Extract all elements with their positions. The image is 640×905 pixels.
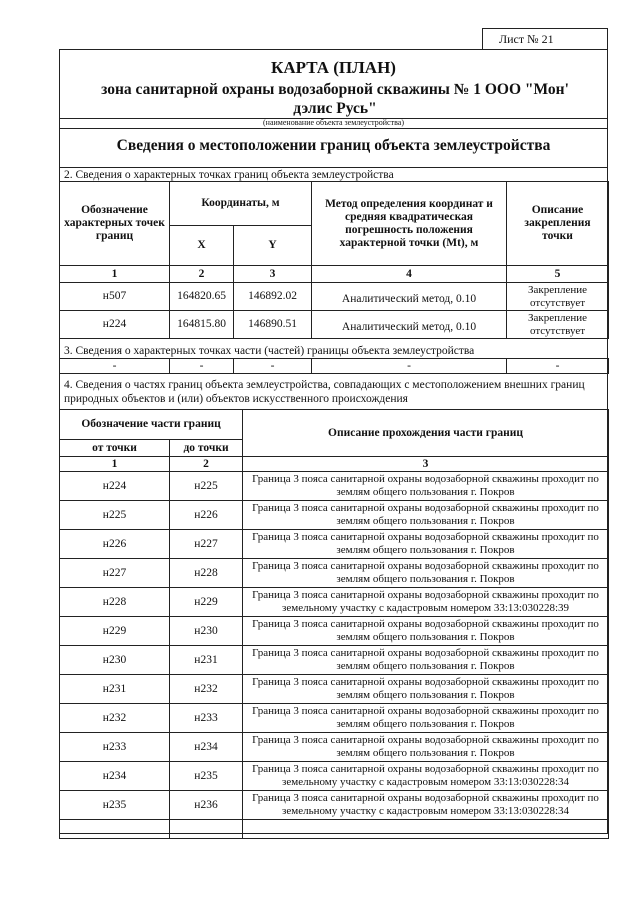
table-row: [60, 762, 609, 791]
from-point: н230: [60, 646, 170, 675]
section2-label: 2. Сведения о характерных точках границ объекта землеустройства: [64, 169, 394, 181]
table-row-empty: [60, 820, 609, 839]
boundary-description: Граница 3 пояса санитарной охраны водозаборной скважины проходит по земельному участку с кадастровым номером 33:13:030228:39: [243, 588, 609, 617]
table-row: [60, 791, 609, 820]
empty-cell: -: [507, 359, 609, 374]
divider: [59, 167, 608, 168]
header-part-description: Описание прохождения части границ: [243, 410, 609, 457]
header-y: Y: [234, 226, 312, 266]
to-point: н236: [170, 791, 243, 820]
header-method: Метод определения координат и средняя квадратическая погрешность положения характерной точки (Mt), м: [312, 182, 507, 266]
empty-cell: [60, 820, 170, 839]
from-point: н226: [60, 530, 170, 559]
boundary-description: Граница 3 пояса санитарной охраны водозаборной скважины проходит по землям общего пользования г. Покров: [243, 646, 609, 675]
to-point: н231: [170, 646, 243, 675]
to-point: н227: [170, 530, 243, 559]
empty-cell: -: [312, 359, 507, 374]
empty-cell: -: [60, 359, 170, 374]
empty-cell: -: [170, 359, 234, 374]
col-number: 3: [234, 266, 312, 283]
from-point: н233: [60, 733, 170, 762]
table-row: [60, 704, 609, 733]
table-row: [60, 588, 609, 617]
from-point: н224: [60, 472, 170, 501]
boundary-description: Граница 3 пояса санитарной охраны водозаборной скважины проходит по землям общего пользования г. Покров: [243, 704, 609, 733]
coord-x: 164820.65: [170, 283, 234, 311]
table-row: [60, 559, 609, 588]
header-coordinates: Координаты, м: [170, 182, 312, 226]
from-point: н225: [60, 501, 170, 530]
coord-y: 146892.02: [234, 283, 312, 311]
header-part-designation: Обозначение части границ: [60, 410, 243, 440]
from-point: н231: [60, 675, 170, 704]
boundary-description: Граница 3 пояса санитарной охраны водозаборной скважины проходит по земельному участку с кадастровым номером 33:13:030228:34: [243, 791, 609, 820]
table-row: [60, 501, 609, 530]
to-point: н234: [170, 733, 243, 762]
col-number: 2: [170, 266, 234, 283]
page-title: КАРТА (ПЛАН): [271, 58, 396, 77]
to-point: н229: [170, 588, 243, 617]
boundary-description: Граница 3 пояса санитарной охраны водозаборной скважины проходит по землям общего пользования г. Покров: [243, 472, 609, 501]
header-description: Описание закрепления точки: [507, 182, 609, 266]
fixing-cell: Закрепление отсутствует: [507, 283, 609, 311]
from-point: н234: [60, 762, 170, 791]
col-number: 3: [243, 457, 609, 472]
header-x: X: [170, 226, 234, 266]
table-row: [60, 472, 609, 501]
part-points-table: [59, 358, 609, 374]
boundary-description: Граница 3 пояса санитарной охраны водозаборной скважины проходит по землям общего пользования г. Покров: [243, 617, 609, 646]
empty-cell: [170, 820, 243, 839]
from-point: н232: [60, 704, 170, 733]
section3-label: 3. Сведения о характерных точках части (частей) границы объекта землеустройства: [64, 345, 475, 357]
table-row: [60, 646, 609, 675]
boundary-description: Граница 3 пояса санитарной охраны водозаборной скважины проходит по землям общего пользования г. Покров: [243, 559, 609, 588]
boundary-description: Граница 3 пояса санитарной охраны водозаборной скважины проходит по землям общего пользования г. Покров: [243, 530, 609, 559]
subtitle-caption: (наименование объекта землеустройства): [263, 118, 404, 127]
section4-label: 4. Сведения о частях границ объекта землеустройства, совпадающих с местоположением внешних границ природных объектов и (или) объектов искусственного происхождения: [64, 379, 585, 405]
to-point: н232: [170, 675, 243, 704]
boundary-description: Граница 3 пояса санитарной охраны водозаборной скважины проходит по землям общего пользования г. Покров: [243, 501, 609, 530]
header-to: до точки: [170, 440, 243, 457]
col-number: 1: [60, 266, 170, 283]
header-from: от точки: [60, 440, 170, 457]
to-point: н233: [170, 704, 243, 733]
col-number: 2: [170, 457, 243, 472]
from-point: н227: [60, 559, 170, 588]
from-point: н228: [60, 588, 170, 617]
table-row: [60, 311, 609, 339]
table-row: [60, 530, 609, 559]
coord-x: 164815.80: [170, 311, 234, 339]
page-subtitle: зона санитарной охраны водозаборной скважины № 1 ООО "Мон' дэлис Русь": [101, 81, 569, 117]
table-row: [60, 283, 609, 311]
to-point: н225: [170, 472, 243, 501]
empty-cell: [243, 820, 609, 839]
section-title: Сведения о местоположении границ объекта землеустройства: [116, 137, 551, 154]
table-row: [60, 675, 609, 704]
col-number: 1: [60, 457, 170, 472]
boundary-description: Граница 3 пояса санитарной охраны водозаборной скважины проходит по землям общего пользования г. Покров: [243, 675, 609, 704]
coord-y: 146890.51: [234, 311, 312, 339]
to-point: н226: [170, 501, 243, 530]
method-cell: Аналитический метод, 0.10: [312, 311, 507, 339]
divider: [59, 128, 608, 129]
to-point: н228: [170, 559, 243, 588]
fixing-cell: Закрепление отсутствует: [507, 311, 609, 339]
col-number: 5: [507, 266, 609, 283]
sheet-number: Лист № 21: [482, 28, 608, 50]
from-point: н229: [60, 617, 170, 646]
to-point: н235: [170, 762, 243, 791]
col-number: 4: [312, 266, 507, 283]
boundary-description: Граница 3 пояса санитарной охраны водозаборной скважины проходит по земельному участку с кадастровым номером 33:13:030228:34: [243, 762, 609, 791]
to-point: н230: [170, 617, 243, 646]
point-id: н507: [60, 283, 170, 311]
boundary-parts-table: [59, 409, 609, 839]
points-table: [59, 181, 609, 339]
from-point: н235: [60, 791, 170, 820]
method-cell: Аналитический метод, 0.10: [312, 283, 507, 311]
header-designation: Обозначение характерных точек границ: [60, 182, 170, 266]
table-row: [60, 617, 609, 646]
point-id: н224: [60, 311, 170, 339]
boundary-description: Граница 3 пояса санитарной охраны водозаборной скважины проходит по землям общего пользования г. Покров: [243, 733, 609, 762]
table-row: [60, 733, 609, 762]
empty-cell: -: [234, 359, 312, 374]
